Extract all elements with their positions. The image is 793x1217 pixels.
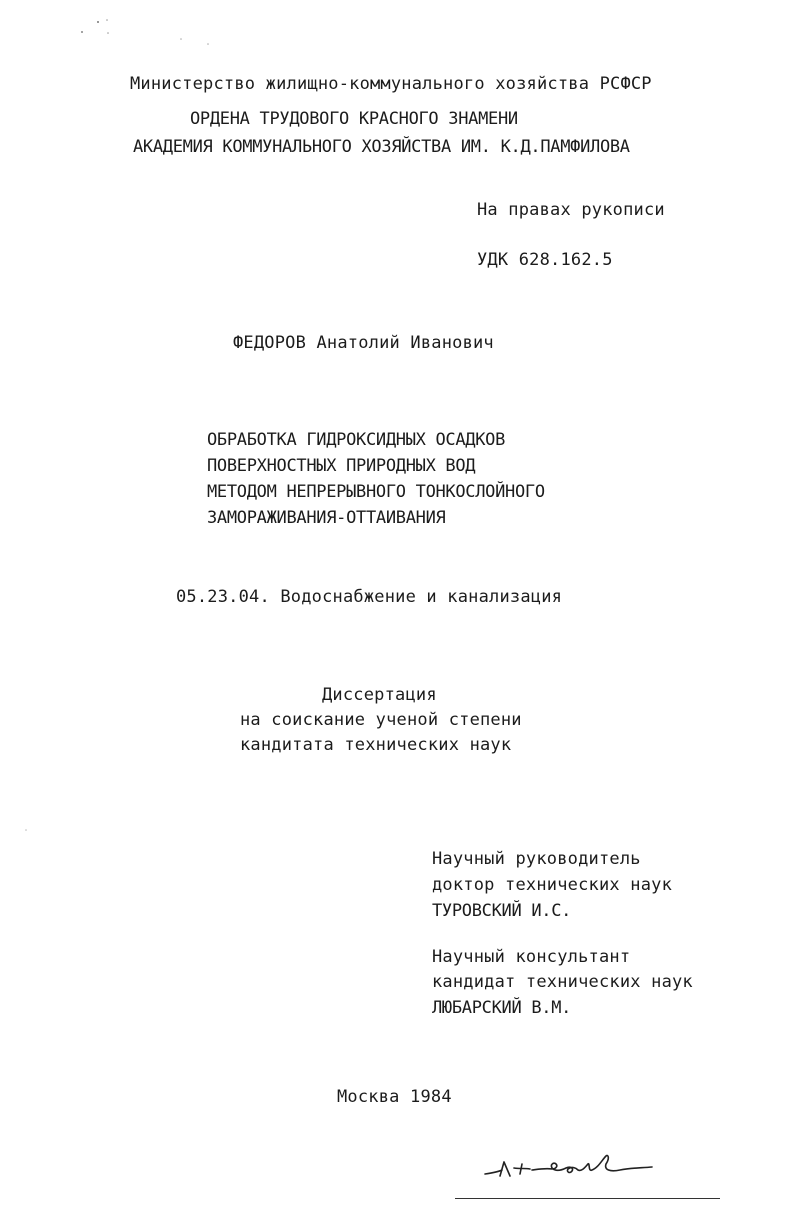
city-year: Москва 1984 bbox=[337, 1087, 452, 1107]
udk-code: УДК 628.162.5 bbox=[477, 250, 613, 270]
consultant-name: ЛЮБАРСКИЙ В.М. bbox=[432, 998, 572, 1018]
specialty-code: 05.23.04. Водоснабжение и канализация bbox=[176, 587, 563, 607]
title-line: ОБРАБОТКА ГИДРОКСИДНЫХ ОСАДКОВ bbox=[207, 430, 506, 450]
consultant-line: кандидат технических наук bbox=[432, 972, 693, 992]
supervisor-name: ТУРОВСКИЙ И.С. bbox=[432, 901, 572, 921]
supervisor-line: Научный руководитель bbox=[432, 849, 641, 869]
ministry-line: Министерство жилищно-коммунального хозяйства РСФСР bbox=[130, 74, 652, 94]
title-line: ПОВЕРХНОСТНЫХ ПРИРОДНЫХ ВОД bbox=[207, 456, 476, 476]
supervisor-line: доктор технических наук bbox=[432, 875, 673, 895]
dissertation-line: на соискание ученой степени bbox=[240, 710, 522, 730]
author-name: ФЕДОРОВ Анатолий Иванович bbox=[233, 333, 494, 353]
dissertation-line: кандитата технических наук bbox=[240, 735, 512, 755]
consultant-line: Научный консультант bbox=[432, 947, 631, 967]
rights-notice: На правах рукописи bbox=[477, 200, 665, 220]
title-line: МЕТОДОМ НЕПРЕРЫВНОГО ТОНКОСЛОЙНОГО bbox=[207, 482, 545, 502]
order-line: ОРДЕНА ТРУДОВОГО КРАСНОГО ЗНАМЕНИ bbox=[190, 109, 518, 129]
dissertation-line: Диссертация bbox=[322, 685, 437, 705]
title-line: ЗАМОРАЖИВАНИЯ-ОТТАИВАНИЯ bbox=[207, 508, 446, 528]
academy-line: АКАДЕМИЯ КОММУНАЛЬНОГО ХОЗЯЙСТВА ИМ. К.Д.ПАМФИЛОВА bbox=[133, 137, 630, 157]
bottom-rule bbox=[455, 1198, 720, 1199]
signature bbox=[470, 1140, 670, 1190]
